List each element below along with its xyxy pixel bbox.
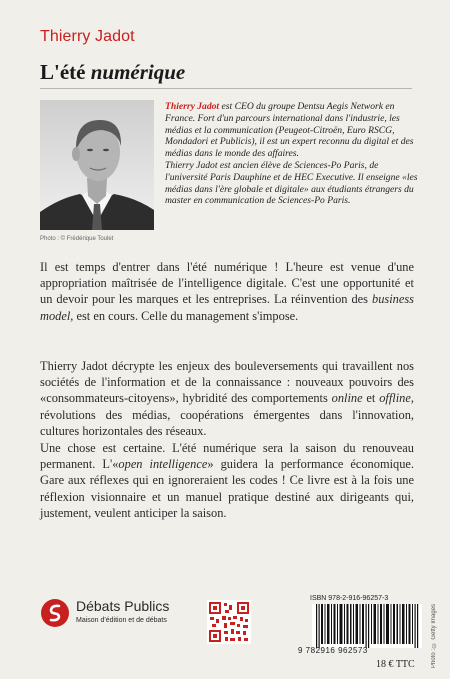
blurb-p1-text-a: Il est temps d'entrer dans l'été numérique ! L'heure est venue d'une appropriation maîtrisée de l'intelligence digitale. C'est une opportunité et un devoir pour les marques et les entreprises. La réinvention des: [40, 260, 414, 307]
bio-paragraph-2: Thierry Jadot est ancien élève de Sciences-Po Paris, de l'université Paris Dauphine et de HEC Executive. Il enseigne «les médias dans l'ère globale et digitale» aux étudiants étrangers du master en communication de Sciences-Po Paris.: [165, 159, 418, 207]
blurb-p3-text-a: Une chose est certaine. L'été numérique sera la saison du renouveau permanent. L'«: [40, 441, 414, 472]
author-bio: [165, 101, 423, 207]
book-title-prefix: L'été: [40, 60, 91, 84]
blurb-p2-text-b: et: [362, 391, 380, 406]
blurb-p2-italic-offline: offline: [379, 391, 411, 406]
title-divider: [40, 88, 412, 89]
blurb-p1-italic: business model: [40, 292, 414, 323]
publisher-subtitle: Maison d'édition et de débats: [76, 617, 167, 624]
qr-code-icon[interactable]: [207, 600, 251, 644]
book-title: [40, 60, 185, 85]
price-label: 18 € TTC: [376, 659, 415, 670]
blurb-p2-text-a: Thierry Jadot décrypte les enjeux des bouleversements qui travaillent nos sociétés de l'information et de la connaissance : nouveaux pouvoirs des «consommateurs-citoyens», hybridité des comportements: [40, 359, 414, 406]
photo-credit: Photo : © Frédérique Toulet: [40, 236, 114, 242]
bio-paragraph-1: est CEO du groupe Dentsu Aegis Network en France. Fort d'un parcours international dans l'industrie, les médias et la communication (Peugeot-Citroën, Euro RSCG, Mondadori et Publicis), il est un expert reconnu du digital et des médias dans le monde des affaires.: [165, 101, 414, 160]
blurb-paragraph-3: [40, 440, 414, 521]
publisher-logo-icon: [40, 598, 70, 628]
blurb-p2-italic-online: online: [331, 391, 363, 406]
blurb-p3-text-b: » guidera la performance économique. Gare aux réflexes qui en ignoreraient les codes ! Ce livre est à la fois une réflexion visionnaire et un manuel pratique destiné aux dirigeants qui, justement, veulent anticiper la saison.: [40, 457, 415, 520]
publisher-name: Débats Publics: [76, 598, 170, 614]
blurb-p1-text-b: , est en cours. Celle du management s'impose.: [70, 308, 299, 323]
blurb-p2-text-c: , révolutions des médias, coopérations émergentes dans l'innovation, cultures horizontales des réseaux.: [40, 391, 414, 438]
isbn-label: ISBN 978-2-916-96257-3: [310, 595, 389, 602]
author-name: Thierry Jadot: [40, 28, 135, 45]
blurb-p3-italic: open intelligence: [118, 457, 208, 472]
author-photo: [40, 100, 154, 230]
barcode-digits: 9 782916 962573: [298, 646, 368, 655]
cover-photo-credit: Photo : © Getty Images: [431, 603, 437, 668]
barcode-icon: [312, 604, 422, 648]
blurb-paragraph-1: [40, 259, 414, 324]
bio-author-name: Thierry Jadot: [165, 101, 220, 112]
blurb-paragraph-2: [40, 358, 414, 439]
book-title-emphasis: numérique: [90, 60, 186, 84]
